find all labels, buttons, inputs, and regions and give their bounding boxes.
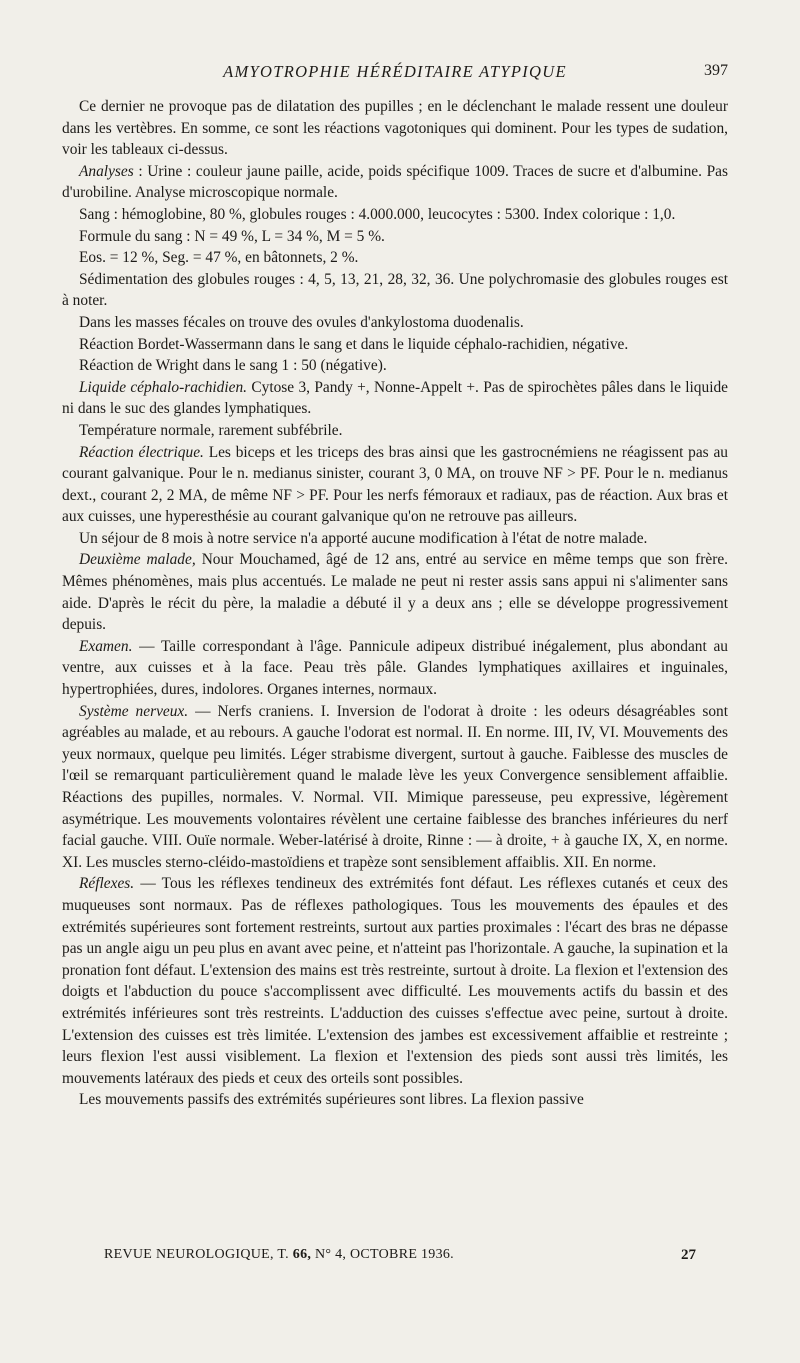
paragraph <box>62 442 728 528</box>
paragraph-text: : Urine : couleur jaune paille, acide, poids spécifique 1009. Traces de sucre et d'albumine. Pas d'urobiline. Analyse microscopique normale. <box>62 162 728 202</box>
paragraph-text: Eos. = 12 %, Seg. = 47 %, en bâtonnets, 2 %. <box>79 249 359 267</box>
journal-volume: 66, <box>292 1247 312 1262</box>
paragraph-lead: Examen. <box>79 637 133 655</box>
paragraph-text: Formule du sang : N = 49 %, L = 34 %, M = 5 %. <box>79 227 385 245</box>
paragraph-text: — Taille correspondant à l'âge. Pannicule adipeux distribué inégalement, plus abondant au ventre, aux cuisses et à la face. Peau très pâle. Glandes lymphatiques axillaires et inguinales, hypertrophiées, dures, indolores. Organes internes, normaux. <box>62 637 728 699</box>
paragraph-lead: Système nerveux. <box>79 702 189 720</box>
paragraph <box>62 420 728 442</box>
paragraph <box>62 161 728 204</box>
paragraph <box>62 247 728 269</box>
paragraph <box>62 226 728 248</box>
paragraph-text: Température normale, rarement subfébrile. <box>79 421 343 439</box>
paragraph <box>62 636 728 701</box>
running-title: AMYOTROPHIE HÉRÉDITAIRE ATYPIQUE <box>223 62 567 81</box>
paragraph <box>62 204 728 226</box>
paragraph-text: — Tous les réflexes tendineux des extrémités font défaut. Les réflexes cutanés et ceux des muqueuses sont normaux. Pas de réflexes pathologiques. Tous les mouvements des épaules et des extrémités supérieures sont fortement restreints, surtout aux parties proximales : l'écart des bras ne dépasse pas un angle aigu un peu plus en avant avec peine, et n'atteint pas l'horizontale. A gauche, la supination et la pronation font défaut. L'extension des mains est très restreinte, surtout à droite. La flexion et l'extension des doigts et l'abduction du pouce s'accomplissent avec difficulté. Les mouvements actifs du bassin et des extrémités inférieures sont très restreints. L'adduction des cuisses s'effectue avec peine, surtout à droite. L'extension des cuisses est très limitée. L'extension des jambes est excessivement affaiblie et restreinte ; leurs flexion l'est aussi visiblement. La flexion et l'extension des pieds sont aussi très limités, les mouvements latéraux des pieds et ceux des orteils sont possibles. <box>62 875 728 1087</box>
journal-name: REVUE NEUROLOGIQUE, T. <box>104 1247 289 1262</box>
page-footer <box>104 1247 696 1269</box>
paragraph-text: Ce dernier ne provoque pas de dilatation des pupilles ; en le déclenchant le malade ressent une douleur dans les vertèbres. En somme, ce sont les réactions vagotoniques qui dominent. Pour les types de sudation, voir les tableaux ci-dessus. <box>62 98 728 159</box>
journal-citation <box>104 1247 454 1263</box>
paragraph <box>62 377 728 420</box>
paragraph-text: Nour Mouchamed, âgé de 12 ans, entré au service en même temps que son frère. Mêmes phénomènes, mais plus accentués. Le malade ne peut ni rester assis sans appui ni s'alimenter sans aide. D'après le récit du père, la maladie a débuté il y a deux ans ; elle se développe progressivement depuis. <box>62 551 728 634</box>
paragraph-lead: Analyses <box>79 162 134 180</box>
paragraph-lead: Liquide céphalo-rachidien. <box>79 378 248 396</box>
paragraph <box>62 549 728 635</box>
paragraph <box>62 269 728 312</box>
paragraph <box>62 312 728 334</box>
paragraph-text: Un séjour de 8 mois à notre service n'a apporté aucune modification à l'état de notre malade. <box>79 529 648 547</box>
paragraph <box>62 96 728 161</box>
signature-number: 27 <box>681 1247 696 1263</box>
paragraph-lead: Réaction électrique. <box>79 443 204 461</box>
paragraph <box>62 701 728 874</box>
paragraph-text: Sédimentation des globules rouges : 4, 5, 13, 21, 28, 32, 36. Une polychromasie des globules rouges est à noter. <box>62 270 728 310</box>
body-text <box>62 96 728 1111</box>
paragraph <box>62 334 728 356</box>
journal-issue: N° 4, OCTOBRE 1936. <box>314 1247 454 1262</box>
page-header <box>62 62 728 86</box>
paragraph <box>62 1089 728 1111</box>
paragraph-text: Réaction Bordet-Wassermann dans le sang et dans le liquide céphalo-rachidien, négative. <box>79 335 629 353</box>
paragraph-text: Les mouvements passifs des extrémités supérieures sont libres. La flexion passive <box>79 1091 584 1109</box>
paragraph-text: — Nerfs craniens. I. Inversion de l'odorat à droite : les odeurs désagréables sont agréables au malade, et au rebours. A gauche l'odorat est normal. II. En norme. III, IV, VI. Mouvements des yeux normaux, quelque peu limités. Léger strabisme divergent, surtout à gauche. Faiblesse des muscles de l'œil se remarquant particulièrement quand le malade lève les yeux Convergence sensiblement affaiblie. Réactions des pupilles, normales. V. Normal. VII. Mimique paresseuse, peu expressive, légèrement asymétrique. Les mouvements volontaires révèlent une certaine faiblesse des branches inférieures du nerf facial gauche. VIII. Ouïe normale. Weber-latérisé à droite, Rinne : — à droite, + à gauche IX, X, en norme. XI. Les muscles sterno-cléido-mastoïdiens et trapèze sont sensiblement affaiblis. XII. En norme. <box>62 702 728 871</box>
paragraph-text: Les biceps et les triceps des bras ainsi que les gastrocnémiens ne réagissent pas au courant galvanique. Pour le n. medianus sinister, courant 3, 0 MA, on trouve NF > PF. Pour le n. medianus dext., courant 2, 2 MA, de même NF > PF. Pour les nerfs fémoraux et radiaux, pas de réaction. Aux bras et aux cuisses, une hyperesthésie au courant galvanique qu'on ne retrouve pas ailleurs. <box>62 443 728 526</box>
paragraph <box>62 873 728 1089</box>
paragraph-text: Sang : hémoglobine, 80 %, globules rouges : 4.000.000, leucocytes : 5300. Index colorique : 1,0. <box>79 205 676 223</box>
paragraph-lead: Deuxième malade, <box>79 551 196 569</box>
page-number: 397 <box>704 62 728 79</box>
paragraph-lead: Réflexes. <box>79 875 135 893</box>
paragraph-text: Dans les masses fécales on trouve des ovules d'ankylostoma duodenalis. <box>79 313 524 331</box>
paragraph-text: Réaction de Wright dans le sang 1 : 50 (négative). <box>79 357 387 375</box>
paragraph <box>62 355 728 377</box>
paragraph <box>62 528 728 550</box>
paragraph-text: Cytose 3, Pandy +, Nonne-Appelt +. Pas de spirochètes pâles dans le liquide ni dans le suc des glandes lymphatiques. <box>62 378 728 418</box>
